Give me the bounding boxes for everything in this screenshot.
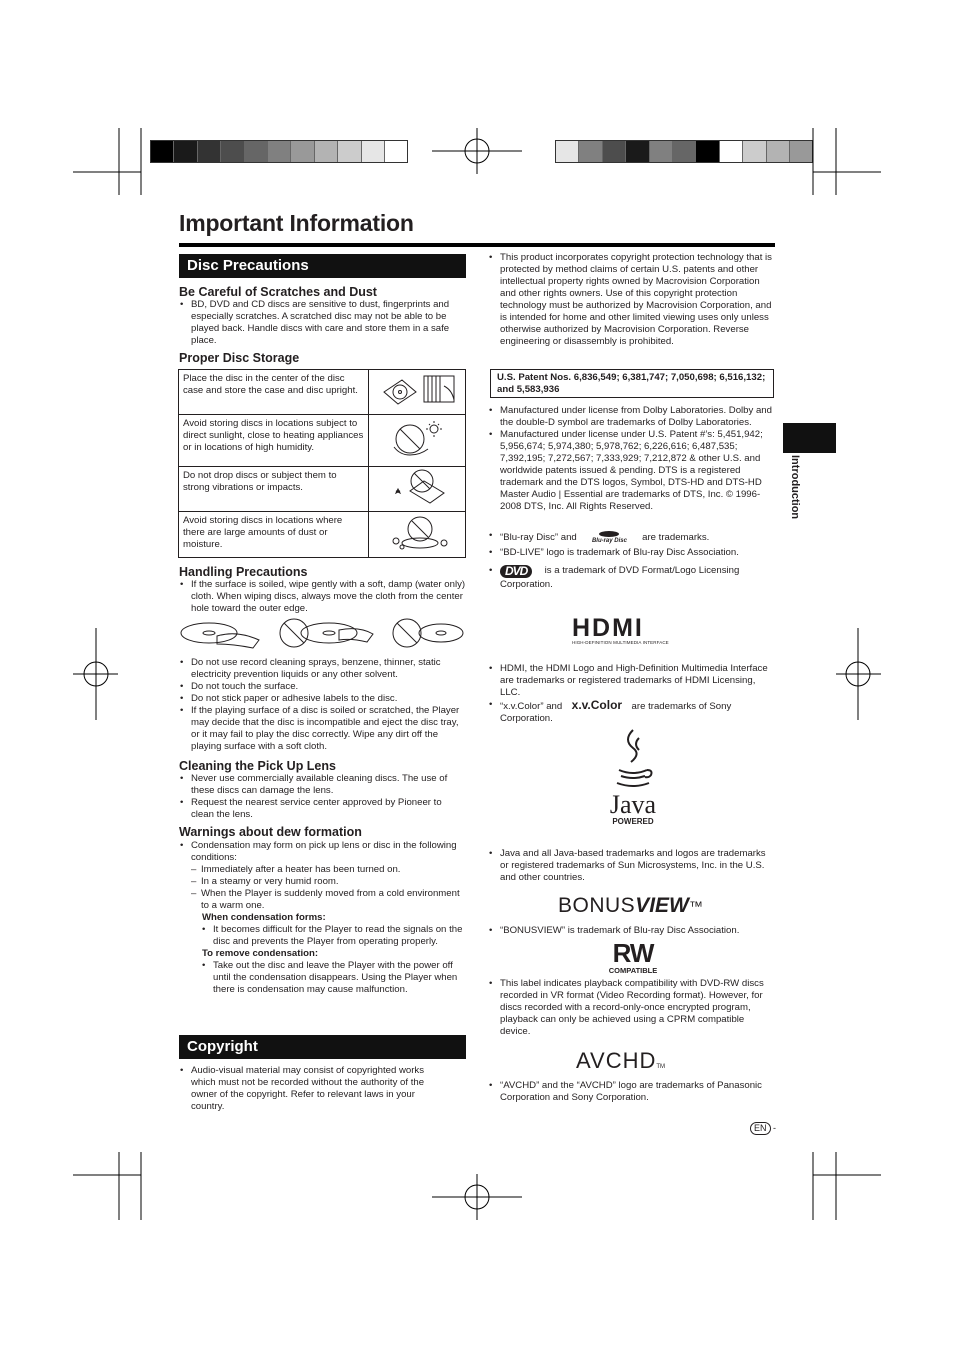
list-item: – When the Player is suddenly moved from a cold environment to a warm one.	[191, 888, 467, 912]
hdmi-list	[488, 663, 776, 725]
table-row	[179, 512, 466, 558]
patent-box: U.S. Patent Nos. 6,836,549; 6,381,747; 7,050,698; 6,516,132; and 5,583,936	[490, 369, 774, 398]
list-item: • BD, DVD and CD discs are sensitive to dust, fingerprints and especially scratches. A scratched disc may not be able to be played back. Handle discs with care and store them in a safe place.	[179, 299, 467, 347]
list-item: • Never use commercially available cleaning discs. The use of these discs can damage the lens.	[179, 773, 467, 797]
chapter-tab	[783, 423, 836, 453]
section-heading-copyright: Copyright	[179, 1035, 466, 1059]
language-marker: EN -	[750, 1122, 776, 1135]
list-item: • Do not stick paper or adhesive labels to the disc.	[179, 693, 467, 705]
xvcolor-logo: x.v.Color	[571, 698, 623, 712]
when-condensation-heading: When condensation forms:	[202, 912, 326, 923]
subheading-scratches: Be Careful of Scratches and Dust	[179, 285, 377, 299]
table-row	[179, 370, 466, 415]
chapter-tab-label: Introduction	[789, 455, 801, 520]
list-item: – Immediately after a heater has been turned on.	[191, 864, 467, 876]
storage-text: Place the disc in the center of the disc case and store the case and disc upright.	[179, 370, 369, 415]
licensing-list	[488, 405, 776, 513]
bluray-line	[488, 530, 776, 545]
disc-case-icon	[369, 370, 466, 415]
storage-text: Avoid storing discs in locations where there are large amounts of dust or moisture.	[179, 512, 369, 558]
list-item: • This product incorporates copyright protection technology that is protected by method claims of certain U.S. patents and other intellectual property rights owned by Macrovision Corporation and other rights owners. Use of this copyright protection technology must be authorized by Macrovision Corporation, and is intended for home and other limited viewing uses only unless otherwise authorized by Macrovision Corporation. Reverse engineering or disassembly is prohibited.	[488, 252, 776, 348]
cleaning-list	[179, 773, 467, 821]
macrovision-list	[488, 252, 776, 348]
handling-list-top	[179, 579, 467, 615]
remove-condensation-heading: To remove condensation:	[202, 948, 319, 959]
hdmi-logo: HDMI HIGH-DEFINITION MULTIMEDIA INTERFACE	[572, 614, 669, 645]
storage-table	[178, 369, 466, 558]
list-item	[488, 699, 776, 725]
storage-text: Do not drop discs or subject them to strong vibrations or impacts.	[179, 467, 369, 512]
xvcolor-text-post: are trademarks of Sony Corporation.	[500, 701, 732, 724]
list-item: • Manufactured under license from Dolby Laboratories. Dolby and the double-D symbol are trademarks of Dolby Laboratories.	[488, 405, 776, 429]
no-dust-icon	[369, 512, 466, 558]
list-item: • Condensation may form on pick up lens or disc in the following conditions:	[179, 840, 467, 864]
list-item: • HDMI, the HDMI Logo and High-Definition Multimedia Interface are trademarks or registered trademarks of HDMI Licensing, LLC.	[488, 663, 776, 699]
dvd-text: is a trademark of DVD Format/Logo Licensing Corporation.	[500, 565, 740, 590]
dvd-logo: DVD	[500, 565, 542, 579]
bluray-text-post: are trademarks.	[642, 532, 710, 544]
bonusview-logo: BONUSVIEW™	[558, 894, 703, 917]
dvd-line	[488, 565, 776, 591]
java-logo: Java POWERED	[603, 728, 663, 826]
list-item: • If the playing surface of a disc is soiled or scratched, the Player may decide that the disc is incompatible and eject the disc tray, or it may fail to play the disc correctly. Wipe any dirt off the playing surface with a soft cloth.	[179, 705, 467, 753]
java-cup-icon	[613, 728, 653, 788]
java-list	[488, 848, 776, 884]
en-badge: EN	[750, 1122, 771, 1135]
bdlive-line	[488, 547, 776, 559]
list-item: • “AVCHD” and the “AVCHD” logo are trademarks of Panasonic Corporation and Sony Corporation.	[488, 1080, 776, 1104]
scratch-list	[179, 299, 467, 347]
no-drop-icon	[369, 467, 466, 512]
xvcolor-text-pre: “x.v.Color” and	[500, 701, 563, 712]
bluray-text-pre: “Blu-ray Disc” and	[500, 532, 577, 544]
avchd-list	[488, 1080, 776, 1104]
copyright-list	[179, 1065, 451, 1113]
list-item: • Do not use record cleaning sprays, benzene, thinner, static electricity prevention liquids or any other solvent.	[179, 657, 467, 681]
rw-list	[488, 978, 776, 1038]
list-item: • This label indicates playback compatibility with DVD-RW discs recorded in VR format (Video Recording format). However, for discs recorded with a record-only-once encrypted program, playback can only be achieved using a CPRM compatible device.	[488, 978, 776, 1038]
list-item: • Audio-visual material may consist of copyrighted works which must not be recorded without the authority of the owner of the copyright. Refer to relevant laws in your country.	[179, 1065, 451, 1113]
list-item: • It becomes difficult for the Player to read the signals on the disc and prevents the Player from operating properly.	[201, 924, 467, 948]
list-item: • “BONUSVIEW” is trademark of Blu-ray Disc Association.	[488, 925, 776, 937]
list-item: – In a steamy or very humid room.	[191, 876, 467, 888]
bluray-disc-icon	[594, 530, 624, 538]
page-title: Important Information	[179, 210, 414, 236]
subheading-dew: Warnings about dew formation	[179, 825, 362, 839]
storage-text: Avoid storing discs in locations subject to direct sunlight, close to heating appliances or in locations of high humidity.	[179, 415, 369, 467]
list-item: • If the surface is soiled, wipe gently with a soft, damp (water only) cloth. When wiping discs, always move the cloth from the center hole toward the outer edge.	[179, 579, 467, 615]
title-rule	[179, 243, 775, 247]
list-item: • Do not touch the surface.	[179, 681, 467, 693]
subheading-handling: Handling Precautions	[179, 565, 308, 579]
table-row	[179, 467, 466, 512]
dew-section	[179, 840, 467, 996]
subheading-cleaning: Cleaning the Pick Up Lens	[179, 759, 336, 773]
bluray-logo: Blu-ray Disc	[579, 530, 639, 545]
list-item	[488, 565, 776, 591]
list-item: • Manufactured under license under U.S. Patent #’s: 5,451,942; 5,956,674; 5,974,380; 5,978,762; 6,226,616; 6,487,535; 7,392,195; 7,272,567; 7,333,929; 7,212,872 & other U.S. and worldwide patents issued & pending. DTS is a registered trademark and the DTS logos, Symbol, DTS-HD and DTS-HD Master Audio | Essential are trademarks of DTS, Inc. © 1996-2008 DTS, Inc. All Rights Reserved.	[488, 429, 776, 513]
list-item: • Request the nearest service center approved by Pioneer to clean the lens.	[179, 797, 467, 821]
table-row	[179, 415, 466, 467]
no-sunlight-icon	[369, 415, 466, 467]
list-item: • Take out the disc and leave the Player with the power off until the condensation disappears. Using the Player when there is condensation may cause malfunction.	[201, 960, 467, 996]
list-item: • “BD-LIVE” logo is trademark of Blu-ray Disc Association.	[488, 547, 776, 559]
section-heading-disc-precautions: Disc Precautions	[179, 254, 466, 278]
list-item: • Java and all Java-based trademarks and logos are trademarks or registered trademarks of Sun Microsystems, Inc. in the U.S. and other countries.	[488, 848, 776, 884]
rw-compatible-logo: RW COMPATIBLE	[608, 938, 658, 975]
handling-list-bottom	[179, 657, 467, 753]
bonusview-list	[488, 925, 776, 937]
list-item	[488, 530, 776, 545]
handling-illustration	[179, 616, 469, 656]
subheading-storage: Proper Disc Storage	[179, 351, 300, 365]
avchd-logo: AVCHDTM	[576, 1048, 666, 1073]
